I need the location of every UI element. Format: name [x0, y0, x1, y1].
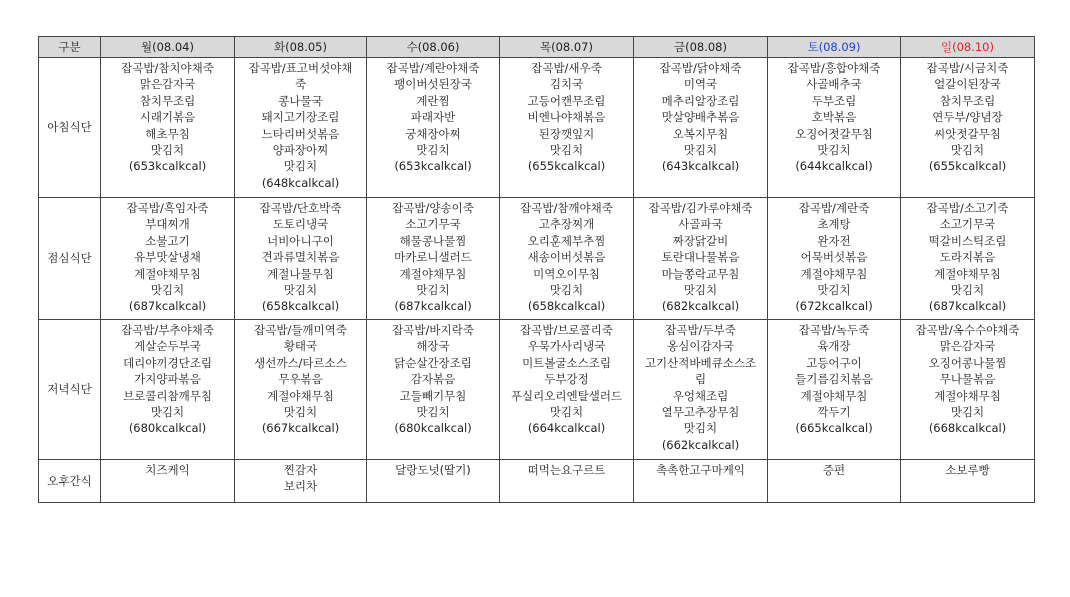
- menu-item: 씨앗젓갈무침: [934, 126, 1001, 141]
- menu-item: 소보루빵: [945, 463, 990, 477]
- menu-item: (665kcalkcal): [795, 421, 873, 436]
- menu-cell: [235, 460, 367, 503]
- menu-item: 생선까스/타르소스: [254, 355, 347, 370]
- menu-item: (658kcalkcal): [527, 299, 606, 314]
- menu-cell: [500, 198, 634, 320]
- menu-item: (667kcalkcal): [261, 421, 340, 436]
- menu-item: 치즈케익: [145, 463, 190, 477]
- menu-cell: [901, 198, 1035, 320]
- menu-item: 잡곡밥/바지락죽: [392, 323, 474, 337]
- menu-item: 맛김치: [549, 283, 584, 298]
- menu-cell: [235, 320, 367, 460]
- menu-cell: [367, 460, 500, 503]
- menu-item: (680kcalkcal): [394, 421, 472, 436]
- day-header-sun: 일(08.10): [901, 37, 1035, 58]
- menu-cell: [768, 460, 901, 503]
- menu-item: 얼갈이된장국: [934, 77, 1001, 92]
- menu-item: 잡곡밥/계란야채죽: [386, 61, 480, 75]
- menu-item: 소불고기: [145, 233, 190, 248]
- menu-item: 맛김치: [150, 405, 185, 420]
- meal-label: 오후간식: [39, 460, 101, 503]
- menu-item: (643kcalkcal): [661, 159, 740, 174]
- menu-item: 맛김치: [950, 143, 985, 158]
- menu-item: 마늘쫑락교무침: [661, 266, 740, 281]
- menu-item: 부대찌개: [145, 217, 190, 232]
- menu-item: 맛김치: [283, 159, 318, 174]
- menu-item: 잡곡밥/참깨야채죽: [520, 201, 613, 215]
- menu-item: 완자전: [817, 233, 851, 248]
- menu-item: (644kcalkcal): [795, 159, 873, 174]
- menu-item: 감자볶음: [410, 372, 456, 387]
- menu-cell: [768, 58, 901, 198]
- snack-row: [39, 460, 1035, 503]
- menu-item: 잡곡밥/옥수수야채죽: [915, 323, 1020, 337]
- menu-cell: [500, 460, 634, 503]
- menu-item: 잡곡밥/브로콜리죽: [520, 323, 613, 337]
- menu-item: (655kcalkcal): [928, 159, 1007, 174]
- menu-item: (668kcalkcal): [928, 421, 1007, 436]
- menu-item: 잡곡밥/계란죽: [798, 201, 870, 215]
- menu-item: 떡갈비스틱조림: [928, 233, 1007, 248]
- menu-item: 소고기무국: [939, 217, 996, 232]
- menu-item: 미트볼굴소스조림: [522, 355, 611, 370]
- menu-item: 두부강정: [544, 372, 589, 387]
- menu-item: (655kcalkcal): [527, 159, 606, 174]
- menu-item: 마카로니샐러드: [394, 250, 472, 265]
- menu-item: 너비아니구이: [267, 233, 334, 248]
- menu-cell: [500, 320, 634, 460]
- menu-item: 견과류멸치볶음: [261, 250, 340, 265]
- breakfast-row: [39, 58, 1035, 198]
- menu-cell: [901, 320, 1035, 460]
- corner-header: 구분: [39, 37, 101, 58]
- menu-item: 보리차: [283, 479, 318, 494]
- menu-item: 림: [694, 372, 707, 387]
- menu-item: (648kcalkcal): [261, 175, 340, 190]
- menu-item: 우엉채조림: [672, 388, 729, 403]
- menu-item: 토란대나물볶음: [661, 250, 740, 265]
- day-header-sat: 토(08.09): [768, 37, 901, 58]
- weekly-meal-table: [38, 36, 1035, 503]
- day-header-fri: 금(08.08): [634, 37, 768, 58]
- menu-item: 도토리냉국: [272, 217, 329, 232]
- day-header-wed: 수(08.06): [367, 37, 500, 58]
- menu-item: 맛김치: [283, 283, 318, 298]
- menu-item: 시래기볶음: [139, 110, 196, 125]
- menu-cell: [500, 58, 634, 198]
- menu-item: 참치무조림: [939, 93, 996, 108]
- menu-item: 오리훈제부추찜: [527, 233, 606, 248]
- menu-item: 잡곡밥/소고기죽: [926, 201, 1009, 215]
- menu-item: 계절야채무침: [134, 266, 201, 281]
- menu-cell: [634, 198, 768, 320]
- menu-item: 맛김치: [683, 143, 718, 158]
- menu-item: 콩나물국: [278, 93, 323, 108]
- menu-cell: [634, 460, 768, 503]
- menu-item: 맛살양배추볶음: [661, 110, 740, 125]
- dinner-row: [39, 320, 1035, 460]
- menu-item: 잡곡밥/부추야채죽: [121, 323, 214, 337]
- menu-cell: [901, 58, 1035, 198]
- menu-item: 닭순살간장조림: [394, 355, 472, 370]
- menu-item: 계절야채무침: [800, 388, 868, 403]
- menu-item: 맛김치: [549, 405, 584, 420]
- menu-cell: [101, 198, 235, 320]
- menu-item: 맛김치: [950, 405, 985, 420]
- menu-cell: [235, 198, 367, 320]
- menu-item: 고추장찌개: [538, 217, 595, 232]
- menu-item: 맑은감자국: [939, 339, 996, 354]
- menu-item: 맛김치: [416, 283, 450, 298]
- menu-item: 게살순두부국: [134, 339, 201, 354]
- menu-item: 들기름김치볶음: [795, 372, 873, 387]
- menu-item: 고기산적바베큐소스조: [644, 355, 757, 370]
- menu-cell: [367, 320, 500, 460]
- menu-item: 비엔나야채볶음: [527, 110, 606, 125]
- menu-item: 계절야채무침: [399, 266, 467, 281]
- meal-label: 저녁식단: [39, 320, 101, 460]
- menu-item: 도라지볶음: [939, 250, 996, 265]
- menu-item: 돼지고기장조림: [261, 110, 340, 125]
- menu-cell: [768, 320, 901, 460]
- menu-item: 무나물볶음: [939, 372, 996, 387]
- menu-item: 맑은감자국: [139, 77, 196, 92]
- menu-item: 데리야끼경단조림: [123, 355, 212, 370]
- menu-item: 파래자반: [410, 110, 456, 125]
- menu-item: 오징어콩나물찜: [928, 355, 1007, 370]
- menu-item: 유부맛살냉채: [134, 250, 201, 265]
- menu-item: 맛김치: [416, 405, 450, 420]
- menu-item: (687kcalkcal): [928, 299, 1007, 314]
- menu-item: 고들빼기무침: [399, 388, 467, 403]
- menu-item: 고등어캔무조림: [527, 93, 606, 108]
- menu-item: (672kcalkcal): [795, 299, 873, 314]
- menu-cell: [235, 58, 367, 198]
- day-header-mon: 월(08.04): [101, 37, 235, 58]
- menu-item: (662kcalkcal): [661, 437, 740, 452]
- menu-item: (687kcalkcal): [128, 299, 207, 314]
- menu-item: 잡곡밥/참치야채죽: [121, 61, 214, 75]
- menu-item: (687kcalkcal): [394, 299, 472, 314]
- menu-item: 계란찜: [416, 93, 450, 108]
- menu-item: 메추리알장조림: [661, 93, 740, 108]
- menu-item: 브로콜리참깨무침: [123, 388, 212, 403]
- menu-item: (680kcalkcal): [128, 421, 207, 436]
- menu-item: 맛김치: [549, 143, 584, 158]
- menu-item: 계절야채무침: [800, 266, 868, 281]
- menu-item: 잡곡밥/새우죽: [531, 61, 602, 75]
- menu-item: 계절야채무침: [934, 266, 1001, 281]
- menu-item: 잡곡밥/흥합야채죽: [787, 61, 881, 75]
- menu-item: 맛김치: [150, 283, 185, 298]
- menu-item: 잡곡밥/양송이죽: [392, 201, 474, 215]
- menu-item: 느타리버섯볶음: [261, 126, 340, 141]
- header-row: [39, 37, 1035, 58]
- menu-item: 미역오이무침: [533, 266, 600, 281]
- menu-item: 깍두기: [817, 405, 851, 420]
- menu-item: 미역국: [683, 77, 718, 92]
- menu-item: 우묵가사리냉국: [527, 339, 606, 354]
- menu-item: 초계탕: [817, 217, 851, 232]
- menu-item: 맛김치: [150, 143, 185, 158]
- menu-item: 해물콩나물찜: [399, 233, 467, 248]
- menu-item: (653kcalkcal): [128, 159, 207, 174]
- menu-item: 옹심이감자국: [667, 339, 734, 354]
- menu-item: 열무고추장무침: [661, 405, 740, 420]
- menu-item: 잡곡밥/김가루야채죽: [648, 201, 753, 215]
- menu-item: 잡곡밥/녹두죽: [798, 323, 870, 337]
- menu-item: 황태국: [283, 339, 318, 354]
- menu-item: 계절야채무침: [934, 388, 1001, 403]
- menu-item: 팽이버섯된장국: [394, 77, 472, 92]
- menu-item: 찐감자: [283, 463, 318, 477]
- menu-item: 무우볶음: [278, 372, 323, 387]
- menu-item: 잡곡밥/들깨미역죽: [254, 323, 347, 337]
- meal-label: 점심식단: [39, 198, 101, 320]
- menu-item: 새송이버섯볶음: [527, 250, 606, 265]
- menu-item: (682kcalkcal): [661, 299, 740, 314]
- menu-item: 궁채장아찌: [405, 126, 461, 141]
- menu-item: 잡곡밥/단호박죽: [259, 201, 342, 215]
- menu-cell: [634, 58, 768, 198]
- menu-item: 맛김치: [817, 143, 851, 158]
- menu-item: 맛김치: [683, 283, 718, 298]
- menu-item: 김치국: [549, 77, 584, 92]
- menu-item: 달랑도넛(딸기): [395, 463, 471, 477]
- meal-label: 아침식단: [39, 58, 101, 198]
- menu-item: (664kcalkcal): [527, 421, 606, 436]
- menu-item: 잡곡밥/시금치죽: [926, 61, 1009, 75]
- menu-item: 맛김치: [683, 421, 718, 436]
- menu-item: 맛김치: [416, 143, 450, 158]
- menu-cell: [367, 198, 500, 320]
- menu-item: 증편: [822, 463, 846, 477]
- menu-item: 소고기무국: [405, 217, 461, 232]
- menu-item: 양파장아찌: [272, 143, 329, 158]
- menu-cell: [101, 320, 235, 460]
- menu-item: 잡곡밥/흑임자죽: [126, 201, 209, 215]
- menu-item: 해초무침: [145, 126, 190, 141]
- menu-cell: [768, 198, 901, 320]
- menu-item: (653kcalkcal): [394, 159, 472, 174]
- menu-item: 잡곡밥/표고버섯야채: [248, 61, 353, 75]
- menu-item: 맛김치: [950, 283, 985, 298]
- menu-item: 계절야채무침: [267, 388, 334, 403]
- menu-cell: [367, 58, 500, 198]
- menu-item: 죽: [294, 77, 307, 92]
- menu-item: 가지양파볶음: [134, 372, 201, 387]
- menu-item: 떠먹는요구르트: [527, 463, 606, 477]
- menu-item: 호박볶음: [811, 110, 857, 125]
- menu-item: 촉촉한고구마케익: [656, 463, 745, 477]
- day-header-thu: 목(08.07): [500, 37, 634, 58]
- menu-cell: [901, 460, 1035, 503]
- menu-item: 잡곡밥/닭야채죽: [659, 61, 742, 75]
- menu-item: 푸실리오리엔탈샐러드: [510, 388, 623, 403]
- menu-item: 짜장닭갈비: [672, 233, 729, 248]
- menu-cell: [634, 320, 768, 460]
- menu-item: 계절나물무침: [267, 266, 334, 281]
- menu-item: 맛김치: [817, 283, 851, 298]
- menu-item: 참치무조림: [139, 93, 196, 108]
- menu-item: 사골배추국: [806, 77, 862, 92]
- menu-item: 사골파국: [678, 217, 723, 232]
- menu-item: 된장깻잎지: [538, 126, 595, 141]
- menu-item: 어묵버섯볶음: [800, 250, 868, 265]
- day-header-tue: 화(08.05): [235, 37, 367, 58]
- menu-item: 육개장: [817, 339, 851, 354]
- menu-item: 잡곡밥/두부죽: [665, 323, 736, 337]
- menu-item: 두부조림: [811, 93, 857, 108]
- menu-item: 오징어젓갈무침: [795, 126, 873, 141]
- menu-cell: [101, 460, 235, 503]
- menu-item: 고등어구이: [806, 355, 862, 370]
- menu-item: (658kcalkcal): [261, 299, 340, 314]
- menu-item: 오복지무침: [672, 126, 729, 141]
- menu-item: 해장국: [416, 339, 450, 354]
- lunch-row: [39, 198, 1035, 320]
- menu-item: 연두부/양념장: [932, 110, 1003, 125]
- menu-cell: [101, 58, 235, 198]
- menu-item: 맛김치: [283, 405, 318, 420]
